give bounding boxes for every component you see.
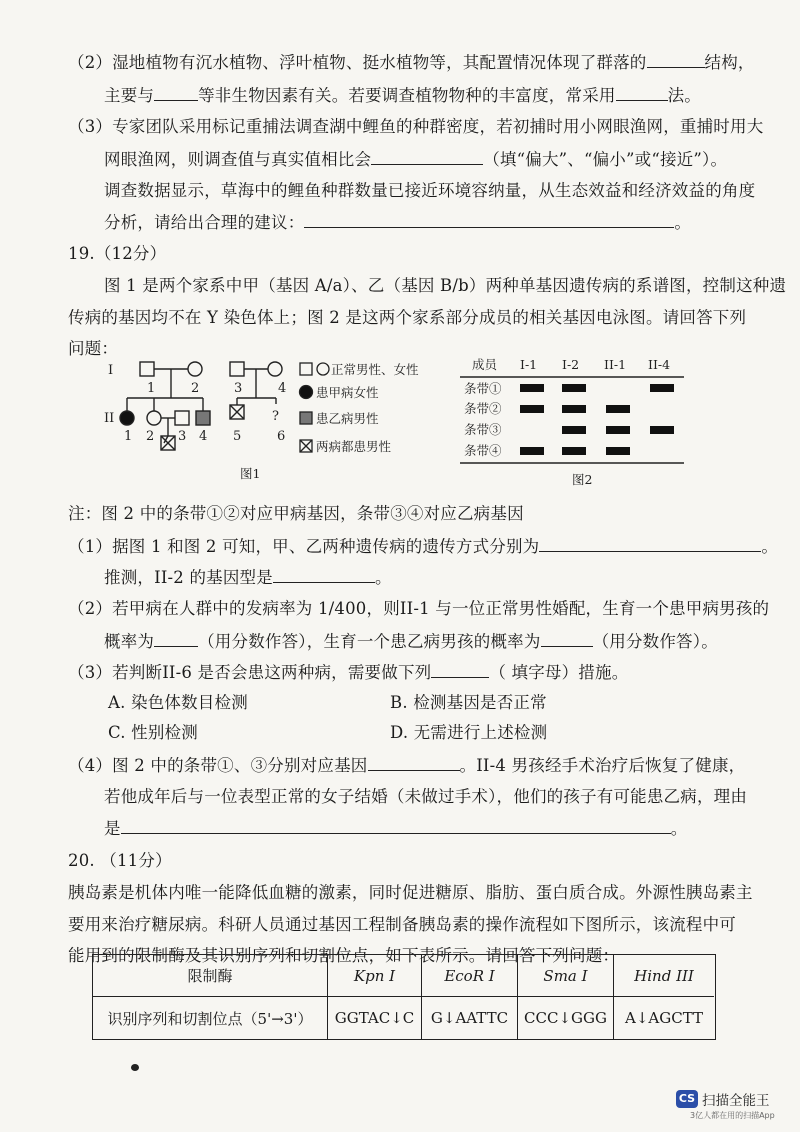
table-row-label: 识别序列和切割位点（5'→3'） — [93, 997, 328, 1039]
fig2-member-header: 成员 — [472, 357, 498, 372]
legend-both-label: 两病都患男性 — [316, 439, 392, 454]
q18-p3-line2: 网眼渔网，则调查值与真实值相比会 （填“偏大”、“偏小”或“接近”）。 — [104, 150, 728, 169]
scanner-app-name: 扫描全能王 — [702, 1093, 770, 1109]
pedigree-II2-normal-female — [147, 411, 161, 425]
scanner-watermark — [676, 1086, 796, 1126]
table-header-enzyme: 限制酶 — [93, 955, 328, 997]
q18-p3-line4: 分析，请给出合理的建议： 。 — [104, 213, 692, 232]
gel-band — [520, 384, 544, 392]
q19-option-d: D. 无需进行上述检测 — [390, 723, 548, 742]
member-label: 5 — [233, 429, 242, 444]
fig2-member-II4: II-4 — [648, 357, 671, 372]
answer-blank[interactable] — [121, 817, 671, 834]
gel-band — [606, 405, 630, 413]
generation-I-label: I — [108, 363, 114, 378]
q19-s1-line1: （1）据图 1 和图 2 可知，甲、乙两种遗传病的遗传方式分别为 。 — [68, 537, 779, 556]
member-label: 6 — [277, 429, 286, 444]
q18-p2-line1: （2）湿地植物有沉水植物、浮叶植物、挺水植物等，其配置情况体现了群落的 结构， — [68, 53, 755, 72]
member-label: 3 — [178, 429, 187, 444]
answer-blank[interactable] — [539, 535, 761, 552]
gel-band — [520, 405, 544, 413]
q19-note: 注：图 2 中的条带①②对应甲病基因，条带③④对应乙病基因 — [68, 504, 524, 523]
gel-band — [562, 384, 586, 392]
q18-p3-line3: 调查数据显示，草海中的鲤鱼种群数量已接近环境容纳量，从生态效益和经济效益的角度 — [104, 181, 756, 200]
pedigree-I3-normal-male — [230, 362, 244, 376]
answer-blank[interactable] — [371, 148, 483, 165]
member-label: 2 — [146, 429, 155, 444]
pedigree-figure — [100, 352, 430, 488]
gel-band — [606, 447, 630, 455]
answer-blank[interactable] — [368, 754, 460, 771]
q19-s1-line2: 推测，II-2 的基因型是 。 — [104, 568, 392, 587]
answer-blank[interactable] — [647, 51, 705, 68]
gel-band — [520, 447, 544, 455]
q19-header: 19.（12分） — [68, 244, 167, 263]
gel-band — [650, 384, 674, 392]
ink-dot — [131, 1064, 139, 1071]
answer-blank[interactable] — [304, 211, 674, 228]
member-label: 1 — [147, 381, 156, 396]
table-header-ecor: EcoR I — [422, 955, 518, 997]
figure1-caption: 图1 — [240, 466, 261, 481]
q19-intro-line2: 传病的基因均不在 Y 染色体上；图 2 是这两个家系部分成员的相关基因电泳图。请回答下列 — [68, 308, 747, 327]
q19-s2-line2: 概率为 （用分数作答），生育一个患乙病男孩的概率为 （用分数作答）。 — [104, 632, 718, 651]
unknown-member-mark: ? — [272, 409, 279, 424]
band-label-4: 条带④ — [464, 443, 502, 458]
fig2-member-I2: I-2 — [562, 357, 580, 372]
pedigree-II4-affected-b-male — [196, 411, 210, 425]
answer-blank[interactable] — [541, 630, 593, 647]
fig2-member-II1: II-1 — [604, 357, 627, 372]
answer-blank[interactable] — [273, 566, 375, 583]
gel-band — [562, 426, 586, 434]
q20-line2: 要用来治疗糖尿病。科研人员通过基因工程制备胰岛素的操作流程如下图所示，该流程中可 — [68, 915, 736, 934]
q19-s4-line3: 是 。 — [104, 819, 688, 838]
legend-b-label: 患乙病男性 — [316, 411, 379, 426]
q20-line3: 能用到的限制酶及其识别序列和切割位点，如下表所示。请回答下列问题： — [68, 946, 620, 965]
answer-blank[interactable] — [616, 84, 668, 101]
pedigree-I1-normal-male — [140, 362, 154, 376]
table-header-sma: Sma I — [518, 955, 614, 997]
legend-normal-label: 正常男性、女性 — [331, 362, 419, 377]
q18-p3-line1: （3）专家团队采用标记重捕法调查湖中鲤鱼的种群密度，若初捕时用小网眼渔网，重捕时用大 — [68, 117, 764, 136]
pedigree-I2-normal-female — [188, 362, 202, 376]
gel-band — [606, 426, 630, 434]
table-cell-sma: CCC↓GGG — [518, 997, 614, 1039]
legend-normal-male-symbol — [300, 363, 312, 375]
restriction-enzyme-table — [92, 954, 716, 1040]
q19-option-b: B. 检测基因是否正常 — [390, 693, 547, 712]
member-label: 1 — [124, 429, 133, 444]
gel-band — [562, 405, 586, 413]
q20-header: 20. （11分） — [68, 851, 172, 870]
scanner-logo-icon: CS — [676, 1090, 698, 1108]
legend-affected-b-male-symbol — [300, 412, 312, 424]
band-label-1: 条带① — [464, 381, 502, 396]
figure2-caption: 图2 — [572, 472, 593, 487]
q20-line1: 胰岛素是机体内唯一能降低血糖的激素，同时促进糖原、脂肪、蛋白质合成。外源性胰岛素主 — [68, 883, 753, 902]
table-header-hind: Hind III — [614, 955, 714, 997]
member-label: 3 — [234, 381, 243, 396]
band-label-2: 条带② — [464, 401, 502, 416]
q19-s4-line2: 若他成年后与一位表型正常的女子结婚（未做过手术），他们的孩子有可能患乙病，理由 — [104, 787, 748, 806]
pedigree-II3-normal-male — [175, 411, 189, 425]
band-label-3: 条带③ — [464, 422, 502, 437]
answer-blank[interactable] — [154, 84, 198, 101]
pedigree-I4-normal-female — [268, 362, 282, 376]
fig2-member-I1: I-1 — [520, 357, 538, 372]
generation-II-label: II — [104, 411, 115, 426]
q18-p2-line2: 主要与 等非生物因素有关。若要调查植物物种的丰富度，常采用 法。 — [104, 86, 702, 105]
q19-s2-line1: （2）若甲病在人群中的发病率为 1/400，则II-1 与一位正常男性婚配，生育一个患甲病男孩的 — [68, 599, 770, 618]
gel-band — [562, 447, 586, 455]
scanner-app-tagline: 3亿人都在用的扫描App — [690, 1111, 775, 1120]
answer-blank[interactable] — [154, 630, 198, 647]
member-label: 2 — [191, 381, 200, 396]
q19-s3-line1: （3）若判断II-6 是否会患这两种病，需要做下列 （ 填字母）措施。 — [68, 663, 629, 682]
legend-normal-female-symbol — [317, 363, 329, 375]
legend-a-label: 患甲病女性 — [316, 385, 379, 400]
q19-intro-line3: 问题： — [68, 339, 119, 358]
table-cell-hind: A↓AGCTT — [625, 1009, 703, 1027]
gel-band — [650, 426, 674, 434]
pedigree-II1-affected-female — [120, 411, 134, 425]
member-label: 4 — [278, 381, 287, 396]
q19-option-c: C. 性别检测 — [108, 723, 198, 742]
q19-intro-line1: 图 1 是两个家系中甲（基因 A/a）、乙（基因 B/b）两种单基因遗传病的系谱图，控制这种遗 — [104, 276, 787, 295]
electrophoresis-figure — [458, 352, 698, 490]
table-header-kpn: Kpn I — [328, 955, 422, 997]
answer-blank[interactable] — [431, 661, 489, 678]
q19-option-a: A. 染色体数目检测 — [108, 693, 248, 712]
q19-s4-line1: （4）图 2 中的条带①、③分别对应基因 。II-4 男孩经手术治疗后恢复了健康， — [68, 756, 746, 775]
table-cell-kpn: GGTAC↓C — [328, 997, 422, 1039]
table-cell-ecor: G↓AATTC — [422, 997, 518, 1039]
legend-affected-a-female-symbol — [300, 386, 313, 399]
member-label: 4 — [199, 429, 208, 444]
